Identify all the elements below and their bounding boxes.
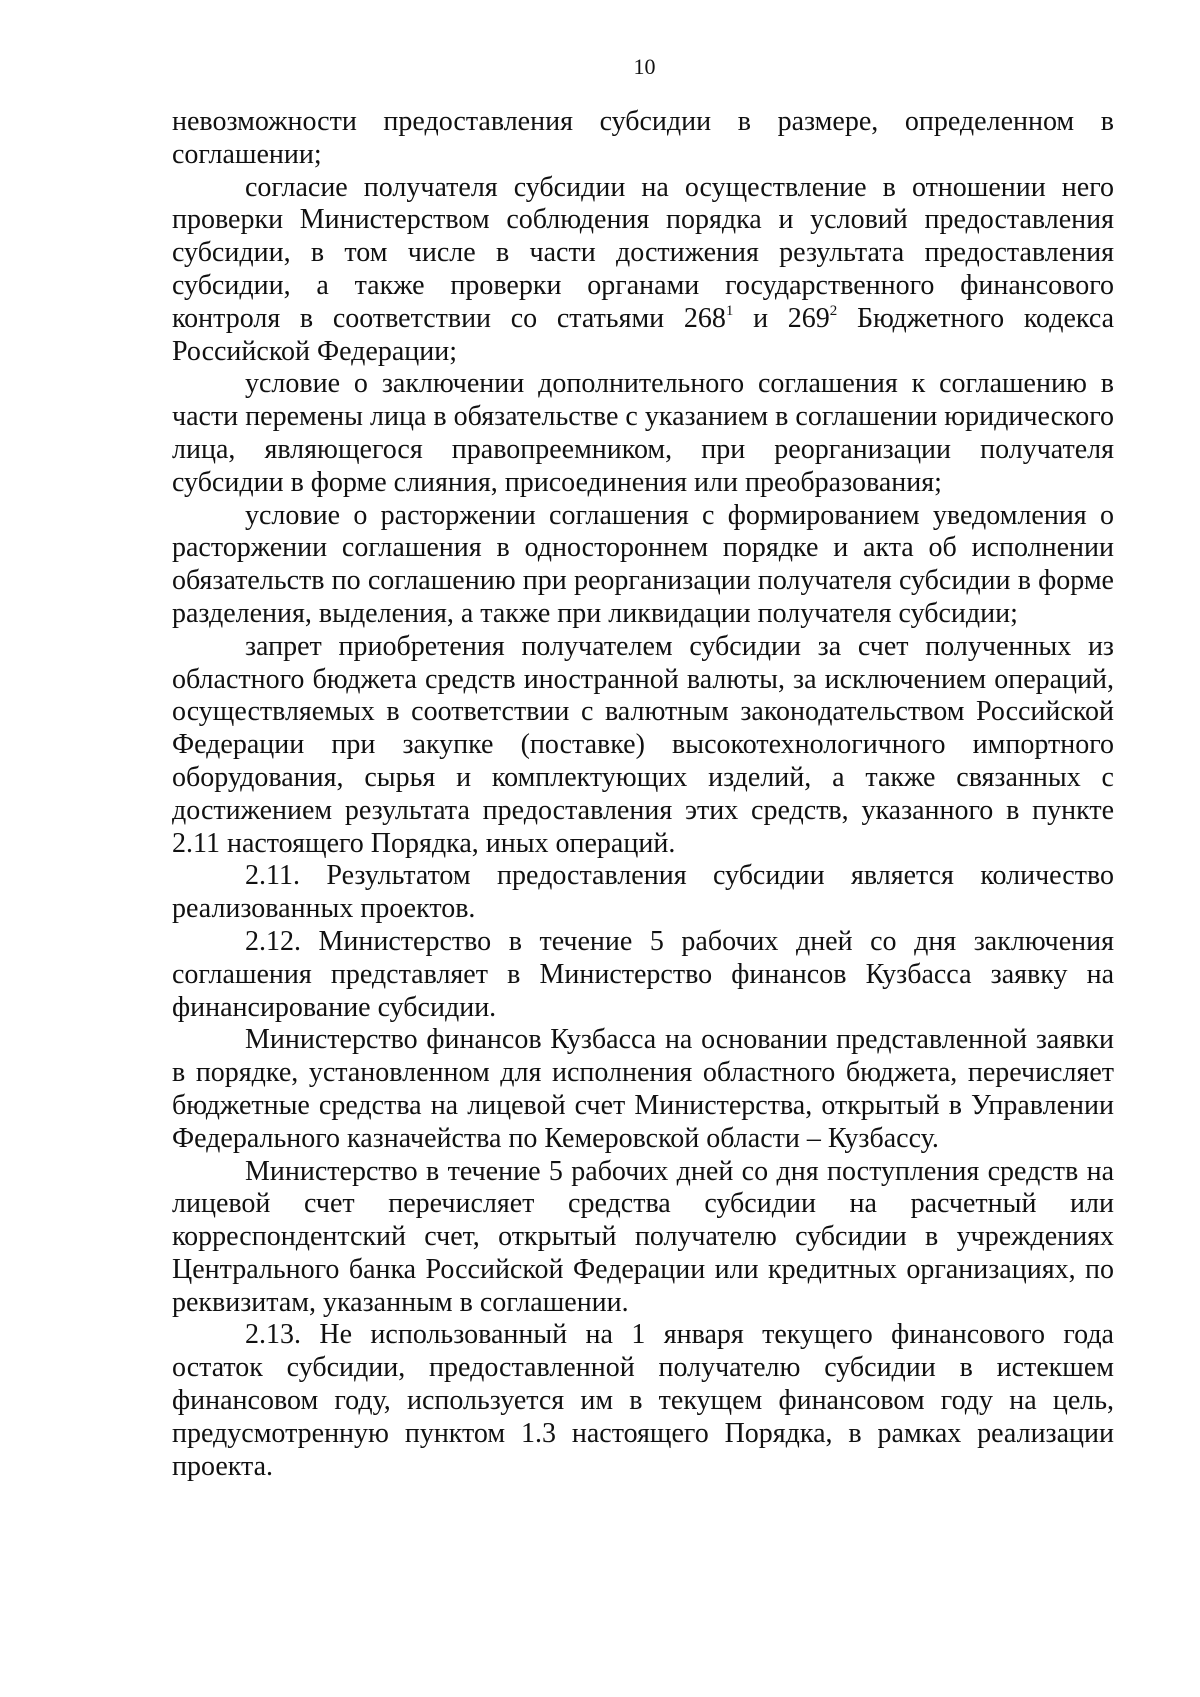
- paragraph-9: Министерство в течение 5 рабочих дней со дня поступления средств на лицевой счет перечисляет средства субсидии на расчетный или корреспондентский счет, открытый получателю субсидии в учреждениях Центрального банка Российской Федерации или кредитных организациях, по реквизитам, указанным в соглашении.: [172, 1155, 1114, 1318]
- paragraph-1: невозможности предоставления субсидии в размере, определенном в соглашении;: [172, 106, 1114, 170]
- article-superscript-1: 1: [725, 302, 734, 319]
- document-body: [172, 106, 1114, 1483]
- paragraph-2-12: 2.12. Министерство в течение 5 рабочих дней со дня заключения соглашения представляет в Министерство финансов Кузбасса заявку на финансирование субсидии.: [172, 925, 1114, 1023]
- paragraph-8: Министерство финансов Кузбасса на основании представленной заявки в порядке, установленном для исполнения областного бюджета, перечисляет бюджетные средства на лицевой счет Министерства, открытый в Управлении Федерального казначейства по Кемеровской области – Кузбассу.: [172, 1024, 1114, 1154]
- paragraph-2-13: 2.13. Не использованный на 1 января текущего финансового года остаток субсидии, предоставленной получателю субсидии в истекшем финансовом году, используется им в текущем финансовом году на цель, предусмотренную пунктом 1.3 настоящего Порядка, в рамках реализации проекта.: [172, 1319, 1114, 1482]
- paragraph-4: условие о расторжении соглашения с формированием уведомления о расторжении соглашения в одностороннем порядке и акта об исполнении обязательств по соглашению при реорганизации получателя субсидии в форме разделения, выделения, а также при ликвидации получателя субсидии;: [172, 499, 1114, 629]
- paragraph-5: запрет приобретения получателем субсидии за счет полученных из областного бюджета средств иностранной валюты, за исключением операций, осуществляемых в соответствии с валютным законодательством Российской Федерации при закупке (поставке) высокотехнологичного импортного оборудования, сырья и комплектующих изделий, а также связанных с достижением результата предоставления этих средств, указанного в пункте 2.11 настоящего Порядка, иных операций.: [172, 630, 1114, 859]
- article-superscript-2: 2: [829, 302, 838, 319]
- article-number-2: 269: [787, 302, 830, 334]
- page-number: 10: [633, 54, 656, 79]
- paragraph-3: условие о заключении дополнительного соглашения к соглашению в части перемены лица в обязательстве с указанием в соглашении юридического лица, являющегося правопреемником, при реорганизации получателя субсидии в форме слияния, присоединения или преобразования;: [172, 368, 1114, 498]
- conjunction: и: [753, 302, 769, 334]
- paragraph-2: [172, 172, 1114, 369]
- paragraph-2-text: согласие получателя субсидии на осуществление в отношении него проверки Министерством соблюдения порядка и условий предоставления субсидии, в том числе в части достижения результата предоставления субсидии, а также проверки органами государственного финансового контроля в соответствии со статьями: [172, 171, 1114, 334]
- paragraph-2-11: 2.11. Результатом предоставления субсидии является количество реализованных проектов.: [172, 860, 1114, 925]
- paragraph-2-tail: Бюджетного кодекса Российской Федерации;: [172, 302, 1115, 367]
- article-number-1: 268: [683, 302, 726, 334]
